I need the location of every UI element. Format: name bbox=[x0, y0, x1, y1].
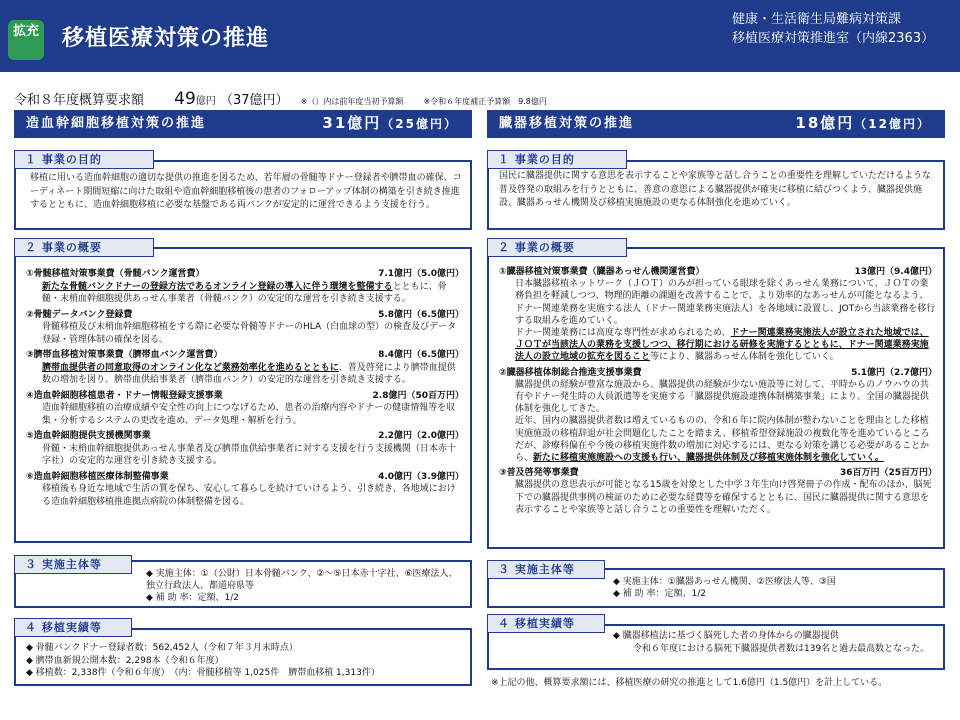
right-results-line-2: 令和６年度における脳死下臓器提供者数は139名と過去最高数となった。 bbox=[633, 643, 930, 654]
left-results-line-2: ◆ 臍帯血新規公開本数：2,298本（令和６年度） bbox=[26, 655, 466, 668]
right-purpose-label: １ 事業の目的 bbox=[487, 150, 627, 169]
right-impl-line-1: ◆ 実施主体：①臓器あっせん機関、②医療法人等、③国 bbox=[613, 576, 933, 588]
left-results-line-3: ◆ 移植数：2,338件（令和６年度） （内：骨髄移植等 1,025件 臍帯血移植 1,313件） bbox=[26, 667, 466, 680]
left-item-6-amount: 4.0億円（3.9億円） bbox=[378, 471, 464, 482]
left-impl-text bbox=[146, 568, 466, 604]
budget-amount-unit: 億円 bbox=[195, 96, 216, 107]
left-item-6-text: 移植後も身近な地域で生活の質を保ち、安心して暮らしを続けていけるよう、引き続き、各地域における造血幹細胞移植推進拠点病院の体制整備を図る。 bbox=[42, 484, 456, 507]
right-impl-label: ３ 実施主体等 bbox=[487, 560, 605, 579]
left-item-1-bold: 新たな骨髄バンクドナーの登録方法であるオンライン登録の導入に伴う環境を整備する bbox=[42, 281, 393, 292]
budget-note-1: ※（）内は前年度当初予算額 bbox=[300, 97, 404, 106]
left-item-1-head bbox=[26, 268, 464, 281]
right-heading-amount-value: 18億円 bbox=[795, 114, 855, 132]
right-item-3-p1: 臓器提供の意思表示が可能となる15歳を対象とした中学３年生向け啓発冊子の作成・配布のほか、脳死下での臓器提供事例の検証のために必要な経費等を確保するとともに、国民に臓器提供に関する意思を表示することや家族等と話し合うことの重要性を理解いただく。 bbox=[515, 480, 932, 515]
left-item-6-title: ⑥造血幹細胞移植医療体制整備事業 bbox=[26, 471, 169, 482]
left-impl-line-1: ◆ 実施主体：①（公財）日本骨髄バンク、②～⑤日本赤十字社、⑥医療法人、独立行政法人、都道府県等 bbox=[146, 568, 466, 592]
department-line-1: 健康・生活衛生局難病対策課 bbox=[732, 12, 902, 27]
department-info bbox=[732, 10, 944, 48]
left-item-1-text: とともに、骨髄・末梢血幹細胞提供あっせん事業者（骨髄バンク）の安定的な運営を引き続き支援する。 bbox=[42, 281, 447, 304]
left-item-1-body bbox=[26, 281, 464, 306]
right-item-1-head bbox=[499, 266, 937, 278]
left-item-4-title: ④造血幹細胞移植患者・ドナー情報登録支援事業 bbox=[26, 390, 223, 401]
right-item-1-p2 bbox=[499, 327, 937, 364]
right-item-2-title: ②臓器移植体制総合推進支援事業費 bbox=[499, 367, 642, 378]
left-item-3-bold: 臍帯血提供者の同意取得のオンライン化など業務効率化を進めるとともに bbox=[42, 362, 339, 373]
right-item-2-p2 bbox=[499, 415, 937, 464]
right-heading-amount bbox=[795, 113, 931, 133]
right-item-1 bbox=[499, 266, 937, 364]
left-item-2 bbox=[26, 309, 464, 347]
budget-previous: （37億円） bbox=[219, 93, 289, 108]
right-item-1-p2b: ドナー関連業務実施法人が設立された地域では、ＪＯＴが当該法人の業務を支援しつつ、移行期における研修を実施するとともに、ドナー関連業務実施法人の設立地域の拡充を図ること bbox=[515, 328, 929, 363]
left-heading-amount-prev: （25億円） bbox=[381, 117, 458, 131]
left-item-3-body bbox=[26, 362, 464, 387]
left-overview-items bbox=[26, 268, 464, 511]
right-item-1-amount: 13億円（9.4億円） bbox=[854, 267, 937, 277]
right-item-3-head bbox=[499, 467, 937, 479]
left-heading-title: 造血幹細胞移植対策の推進 bbox=[26, 116, 207, 131]
left-item-4-head bbox=[26, 390, 464, 403]
left-item-2-head bbox=[26, 309, 464, 322]
right-impl-text bbox=[613, 576, 933, 600]
left-item-5-head bbox=[26, 430, 464, 443]
left-impl-line-2: ◆ 補 助 率：定額、1/2 bbox=[146, 592, 466, 604]
right-overview-label: ２ 事業の概要 bbox=[487, 238, 627, 257]
right-item-2-amount: 5.1億円（2.7億円） bbox=[851, 367, 937, 378]
left-item-6-head bbox=[26, 471, 464, 484]
left-purpose-text: 移植に用いる造血幹細胞の適切な提供の推進を図るため、若年層の骨髄等ドナー登録者や臍帯血の確保、コーディネート期間短縮に向けた取組や造血幹細胞移植後の患者のフォローアップ体制の構築を引き続き推進するとともに、造血幹細胞移植に必要な基盤である両バンクが安定的に運営できるよう支援を行う。 bbox=[30, 173, 462, 210]
right-item-2-p1: 臓器提供の経験が豊富な施設から、臓器提供の経験が少ない施設等に対して、平時からのノウハウの共有やドナー発生時の人員派遣等を実施する「臓器提供施設連携体制構築事業」により、全国の臓器提供体制を強化してきた。 bbox=[515, 379, 929, 415]
right-item-1-title: ①臓器移植対策事業費（臓器あっせん機関運営費） bbox=[499, 267, 705, 277]
left-item-4-amount: 2.8億円（50百万円） bbox=[372, 390, 464, 401]
right-item-3 bbox=[499, 467, 937, 516]
left-item-1-title: ①骨髄移植対策事業費（骨髄バンク運営費） bbox=[26, 269, 205, 279]
right-item-2-p2b: 新たに移植実施施設への支援も行い、臓器提供体制及び移植実施体制を強化していく。 bbox=[533, 453, 884, 464]
right-results-text bbox=[613, 630, 941, 655]
expansion-badge: 拡充 bbox=[8, 20, 44, 60]
left-item-3-title: ③臍帯血移植対策事業費（臍帯血バンク運営費） bbox=[26, 350, 223, 360]
right-column-heading bbox=[487, 110, 945, 138]
left-item-2-amount: 5.8億円（6.5億円） bbox=[378, 309, 464, 320]
left-item-3-head bbox=[26, 349, 464, 362]
budget-summary bbox=[14, 88, 547, 111]
right-item-3-amount: 36百万円（25百万円） bbox=[839, 468, 937, 479]
left-item-3-amount: 8.4億円（6.5億円） bbox=[378, 350, 464, 360]
left-results-text bbox=[26, 642, 466, 680]
right-item-2-head bbox=[499, 367, 937, 379]
left-item-3-text: 、普及啓発により臍帯血提供数の増加を図り、臍帯血供給事業者（臍帯血バンク）の安定的な運営を引き続き支援する。 bbox=[42, 362, 456, 385]
page-title: 移植医療対策の推進 bbox=[62, 26, 270, 51]
right-purpose-text: 国民に臓器提供に関する意思を表示することや家族等と話し合うことの重要性を理解していただけるような普及啓発の取組みを行うとともに、善意の意思による臓器提供が確実に移植に結びつくよう、臓器提供施設、臓器あっせん機関及び移植実施施設の更なる体制強化を進めていく。 bbox=[499, 171, 932, 208]
left-results-line-1: ◆ 骨髄バンクドナー登録者数：562,452人（令和７年３月末時点） bbox=[26, 642, 466, 655]
left-results-label: ４ 移植実績等 bbox=[14, 618, 132, 637]
left-item-5 bbox=[26, 430, 464, 468]
left-impl-label: ３ 実施主体等 bbox=[14, 555, 132, 574]
footnote: ※上記の他、概算要求額には、移植医療の研究の推進として1.6億円（1.5億円）を計上している。 bbox=[491, 678, 888, 688]
right-item-2-p2a: 近年、国内の臓器提供者数は増えているものの、令和６年に院内体制が整わないことを理由とした移植実施施設の移植辞退が社会問題化したことを踏まえ、移植希望登録施設の複数化等を進めているところだが、診療科偏在や今後の移植実施件数の増加に対応するには、更なる対策を講じる必要があることから、 bbox=[515, 416, 930, 464]
left-item-2-title: ②骨髄データバンク登録費 bbox=[26, 309, 133, 320]
left-item-4-text: 造血幹細胞移植の治療成績や安全性の向上につなげるため、患者の治療内容やドナーの健康情報等を収集・分析するシステムの更改を進め、データ処理・解析を行う。 bbox=[42, 403, 456, 426]
right-overview-items bbox=[499, 266, 937, 519]
right-item-1-p2a: ドナー関連業務には高度な専門性が求められるため、 bbox=[515, 328, 731, 339]
right-item-1-p1: 日本臓器移植ネットワーク（ＪＯＴ）のみが担っている眼球を除くあっせん業務について、ＪＯＴの業務負担を軽減しつつ、物理的距離の課題を改善することで、より効率的なあっせんが可能となるよう、ドナー関連業務を実施する法人（ドナー関連業務実施法人）を各地域に設置し、JOTから当該業務を移行する取組みを進めていく。 bbox=[515, 279, 936, 326]
right-item-2 bbox=[499, 367, 937, 465]
right-heading-amount-prev: （12億円） bbox=[854, 117, 931, 131]
left-overview-label: ２ 事業の概要 bbox=[14, 238, 154, 257]
left-heading-amount bbox=[322, 113, 458, 133]
left-purpose-label: １ 事業の目的 bbox=[14, 150, 154, 169]
department-line-2: 移植医療対策推進室（内線2363） bbox=[732, 31, 935, 46]
right-results-line-1: ◆ 臓器移植法に基づく脳死した者の身体からの臓器提供 bbox=[613, 630, 941, 643]
left-item-3 bbox=[26, 349, 464, 387]
left-item-6 bbox=[26, 471, 464, 509]
left-item-1 bbox=[26, 268, 464, 306]
left-heading-amount-value: 31億円 bbox=[322, 114, 382, 132]
right-heading-title: 臓器移植対策の推進 bbox=[499, 116, 635, 131]
left-item-1-amount: 7.1億円（5.0億円） bbox=[378, 269, 464, 279]
left-item-5-amount: 2.2億円（2.0億円） bbox=[378, 431, 464, 441]
left-item-5-text: 骨髄・末梢血幹細胞提供あっせん事業者及び臍帯血供給事業者に対する支援を行う支援機関（日本赤十字社）の安定的な運営を引き続き支援する。 bbox=[42, 443, 456, 466]
budget-note-2: ※令和６年度補正予算額 9.8億円 bbox=[423, 97, 547, 106]
budget-amount: 49 bbox=[174, 89, 196, 109]
budget-label: 令和８年度概算要求額 bbox=[14, 93, 145, 108]
right-impl-line-2: ◆ 補 助 率：定額、1/2 bbox=[613, 588, 933, 600]
left-item-2-text: 骨髄移植及び末梢血幹細胞移植をする際に必要な骨髄等ドナーのHLA（白血球の型）の検査及びデータ登録・管理体制の確保を図る。 bbox=[42, 322, 457, 345]
right-item-1-p2c: 等により、臓器あっせん体制を強化していく。 bbox=[650, 352, 839, 363]
right-results-label: ４ 移植実績等 bbox=[487, 614, 605, 633]
right-item-3-title: ③普及啓発等事業費 bbox=[499, 468, 579, 479]
page-header bbox=[0, 0, 960, 72]
left-column-heading bbox=[14, 110, 472, 138]
left-item-5-title: ⑤造血幹細胞提供支援機関事業 bbox=[26, 431, 151, 441]
left-item-4 bbox=[26, 390, 464, 428]
